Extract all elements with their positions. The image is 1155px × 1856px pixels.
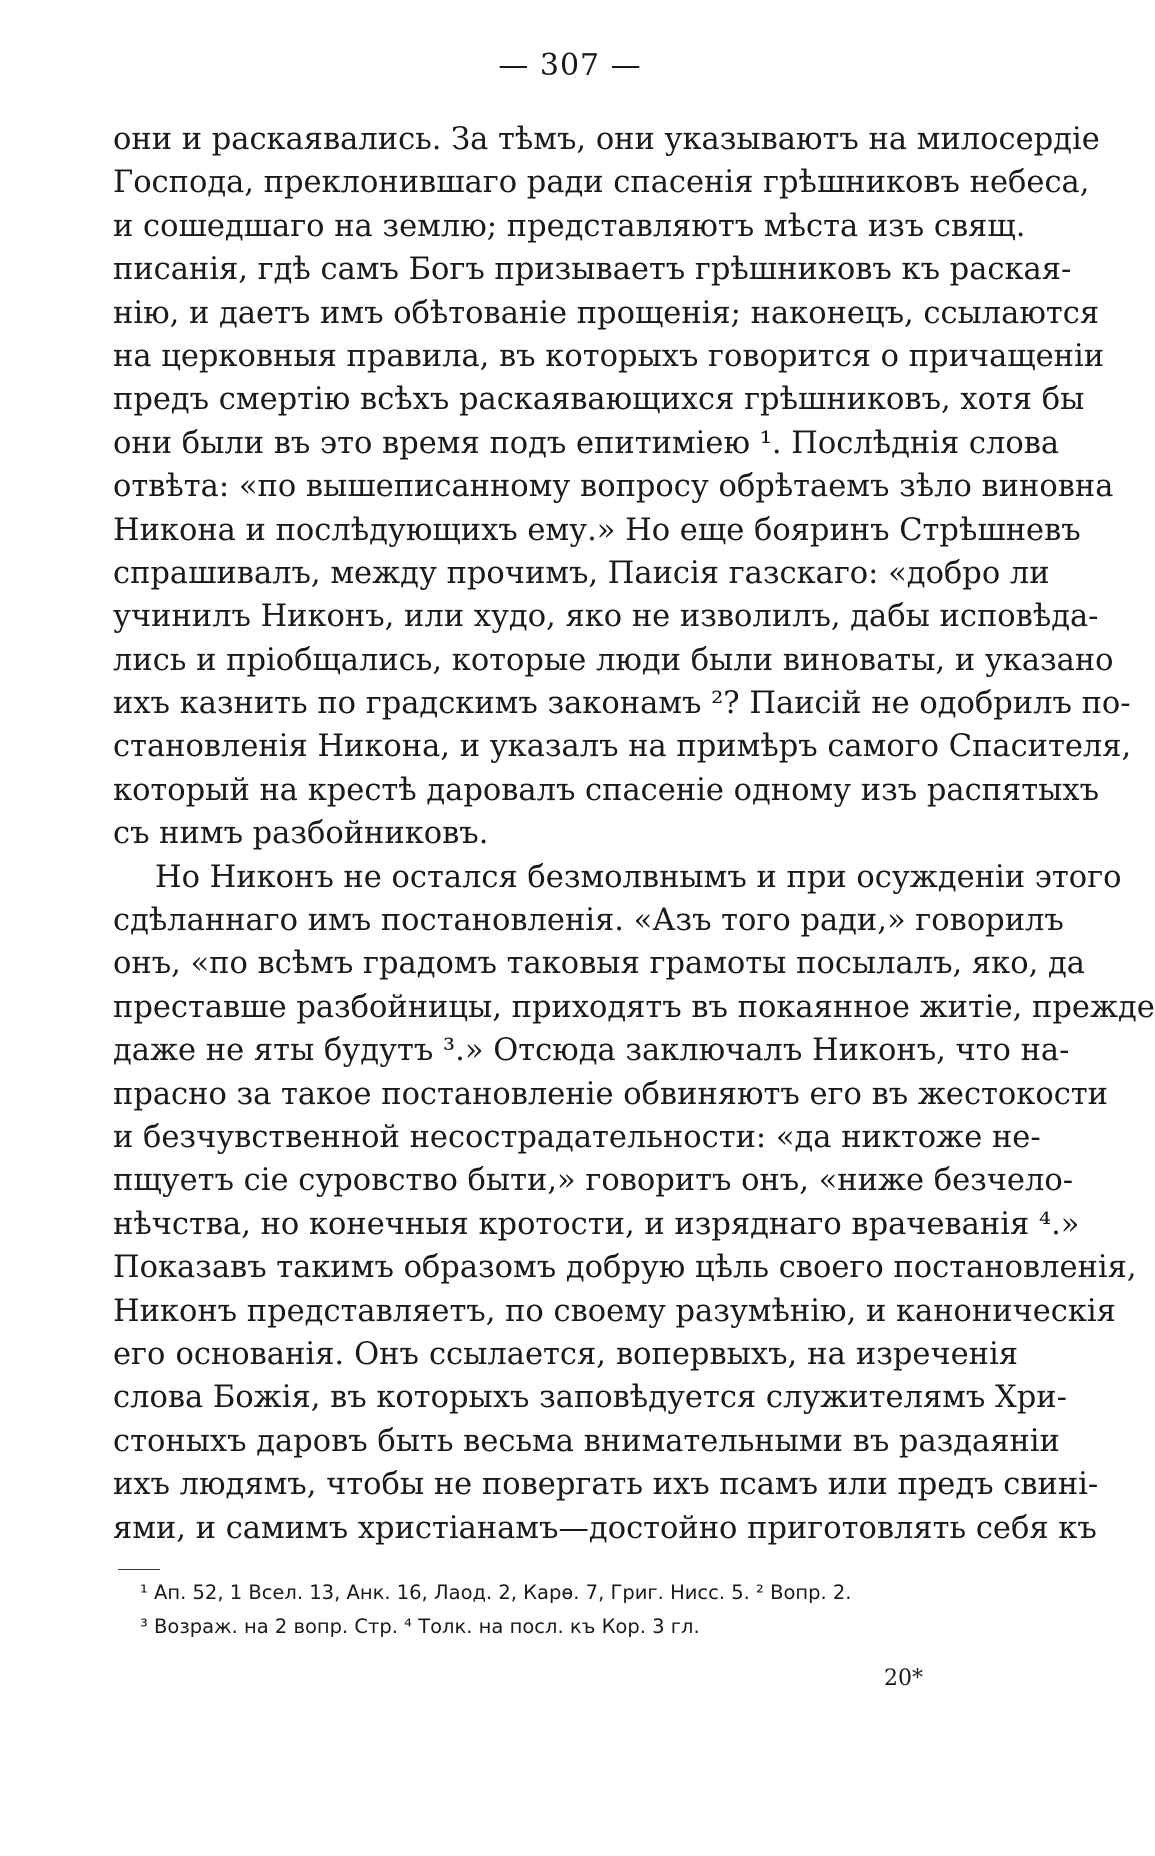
text-line: на церковныя правила, въ которыхъ говорится о причащеніи	[113, 338, 1105, 374]
text-line: преставше разбойницы, приходятъ въ покаянное житіе, прежде	[113, 989, 1155, 1025]
text-line: и безчувственной несострадательности: «да никтоже не-	[113, 1119, 1041, 1155]
text-line: предъ смертію всѣхъ раскаявающихся грѣшниковъ, хотя бы	[113, 382, 1085, 418]
footnote-rule	[118, 1569, 160, 1570]
text-line: отвѣта: «по вышеписанному вопросу обрѣтаемъ зѣло виновна	[113, 469, 1114, 505]
text-line: они были въ это время подъ епитиміею ¹. Послѣднія слова	[113, 425, 1060, 461]
text-line: нію, и даетъ имъ обѣтованіе прощенія; наконецъ, ссылаются	[113, 295, 1100, 331]
text-line: Показавъ такимъ образомъ добрую цѣль своего постановленія,	[113, 1250, 1137, 1286]
text-line: и сошедшаго на землю; представляютъ мѣста изъ свящ.	[113, 208, 1026, 244]
text-line: сдѣланнаго имъ постановленія. «Азъ того ради,» говорилъ	[113, 903, 1064, 939]
text-line: нѣчства, но конечныя кротости, и изряднаго врачеванія ⁴.»	[113, 1206, 1080, 1242]
text-line: ями, и самимъ христіанамъ—достойно приготовлять себя къ	[113, 1510, 1097, 1546]
text-line: съ нимъ разбойниковъ.	[113, 816, 489, 852]
text-line: спрашивалъ, между прочимъ, Паисія газскаго: «добро ли	[113, 555, 1050, 591]
text-line: пщуетъ сіе суровство быти,» говоритъ онъ, «ниже безчело-	[113, 1163, 1074, 1199]
footnote-line: ¹ Ап. 52, 1 Всел. 13, Анк. 16, Лаод. 2, Карө. 7, Григ. Нисс. 5. ² Вопр. 2.	[140, 1581, 852, 1604]
text-line: Но Никонъ не остался безмолвнымъ и при осужденіи этого	[155, 859, 1122, 895]
text-line: учинилъ Никонъ, или худо, яко не изволилъ, дабы исповѣда-	[113, 599, 1099, 635]
text-line: они и раскаявались. За тѣмъ, они указываютъ на милосердіе	[113, 122, 1100, 157]
text-line: ихъ казнить по градскимъ законамъ ²? Паисій не одобрилъ по-	[113, 686, 1131, 722]
text-line: который на крестѣ даровалъ спасеніе одному изъ распятыхъ	[113, 772, 1099, 808]
text-line: слова Божія, въ которыхъ заповѣдуется служителямъ Хри-	[113, 1380, 1067, 1416]
footnotes	[140, 1576, 1020, 1644]
text-line: Никонъ представляетъ, по своему разумѣнію, и каноническія	[113, 1293, 1116, 1329]
page-number: — 307 —	[498, 48, 642, 83]
text-line: онъ, «по всѣмъ градомъ таковыя грамоты посылалъ, яко, да	[113, 946, 1085, 982]
signature-mark: 20*	[884, 1666, 923, 1691]
text-line: прасно за такое постановленіе обвиняютъ его въ жестокости	[113, 1076, 1109, 1112]
text-line: стоныхъ даровъ быть весьма внимательными въ раздаяніи	[113, 1423, 1060, 1459]
text-line: лись и пріобщались, которые люди были виноваты, и указано	[113, 642, 1114, 678]
text-line: даже не яты будутъ ³.» Отсюда заключалъ Никонъ, что на-	[113, 1033, 1070, 1069]
text-line: становленія Никона, и указалъ на примѣръ самого Спасителя,	[113, 729, 1132, 765]
text-line: писанія, гдѣ самъ Богъ призываетъ грѣшниковъ къ раская-	[113, 252, 1072, 288]
text-line: ихъ людямъ, чтобы не повергать ихъ псамъ или предъ свині-	[113, 1467, 1099, 1503]
text-line: Никона и послѣдующихъ ему.» Но еще бояринъ Стрѣшневъ	[113, 512, 1081, 548]
text-line: его основанія. Онъ ссылается, вопервыхъ, на изреченія	[113, 1336, 1018, 1372]
footnote-line: ³ Возраж. на 2 вопр. Стр. ⁴ Толк. на посл. къ Кор. 3 гл.	[140, 1615, 700, 1638]
body-text	[113, 118, 1155, 1550]
text-line: Господа, преклонившаго ради спасенія грѣшниковъ небеса,	[113, 165, 1090, 201]
